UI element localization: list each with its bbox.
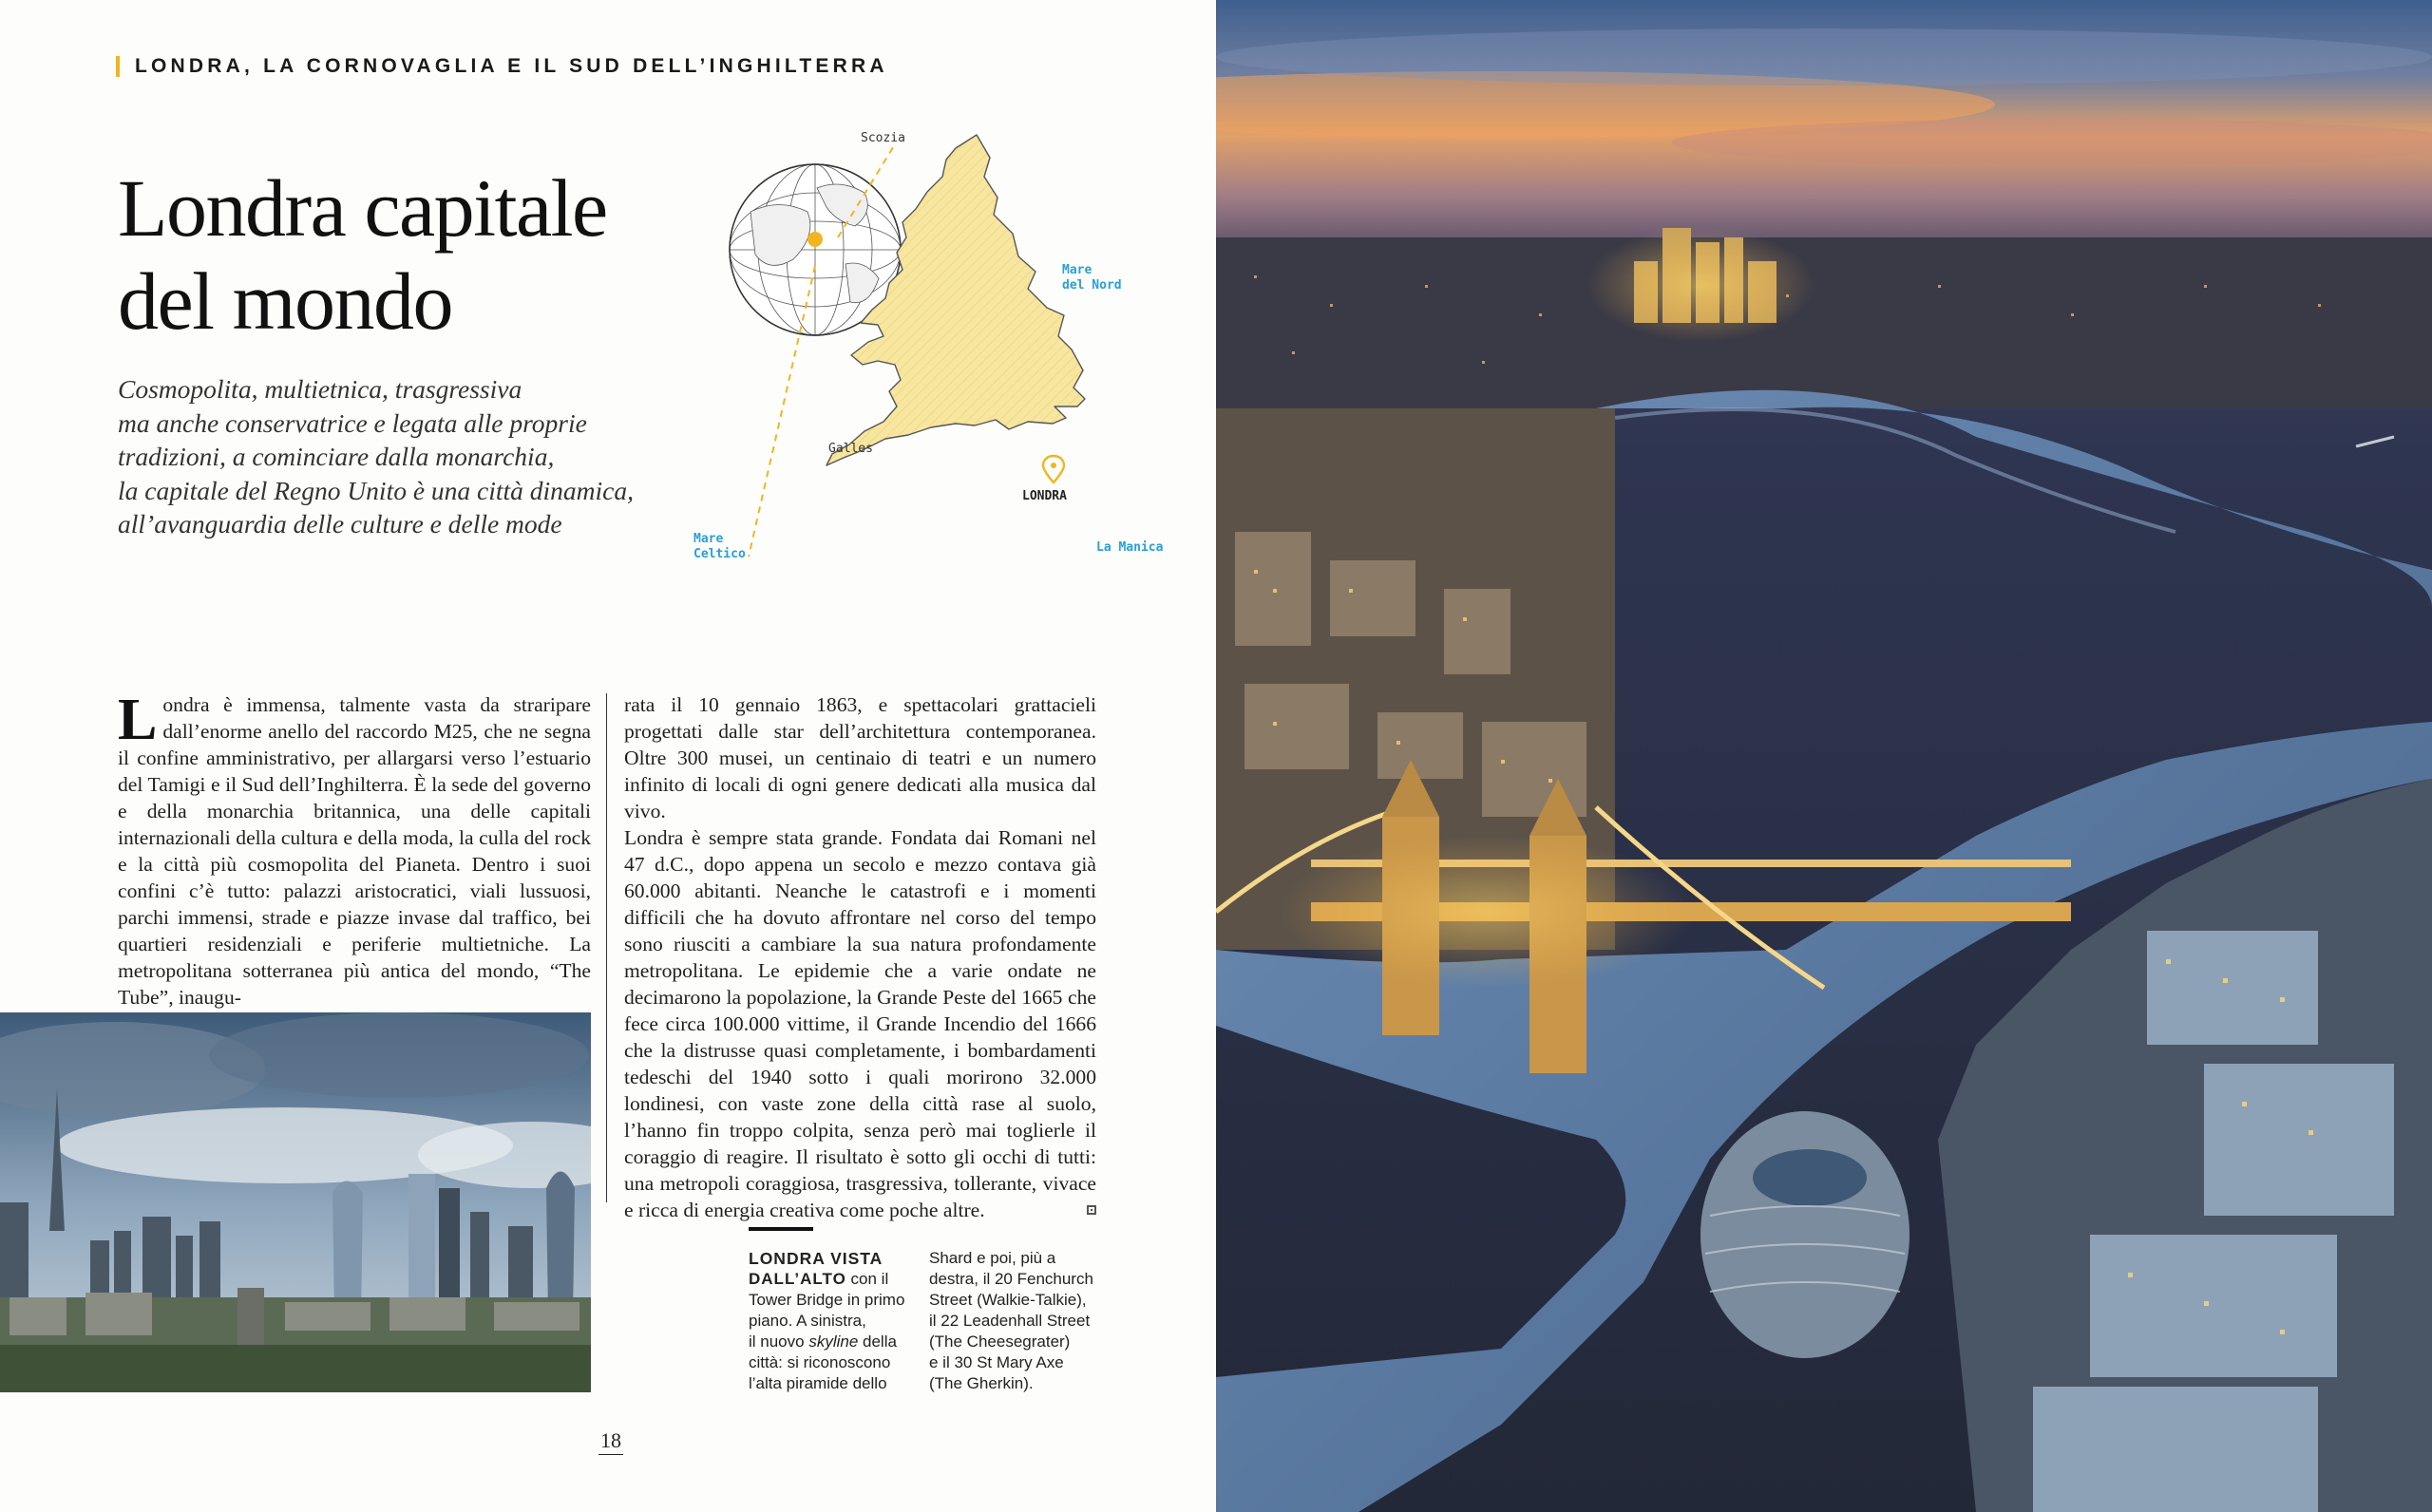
lede xyxy=(118,372,650,541)
lede-line: tradizioni, a cominciare dalla monarchia, xyxy=(118,442,555,471)
photo-caption-col-2 xyxy=(929,1248,1119,1394)
skyline-photo xyxy=(0,1012,591,1392)
article-title-line-1: Londra capitale xyxy=(118,162,607,254)
map-label-north-sea-1: Mare xyxy=(1062,263,1092,277)
caption-rule xyxy=(749,1227,813,1231)
article-title-line-2: del mondo xyxy=(118,255,452,347)
running-head-text: LONDRA, LA CORNOVAGLIA E IL SUD DELL’INGHILTERRA xyxy=(135,55,888,77)
caption-line: (The Cheesegrater) xyxy=(929,1332,1071,1351)
lede-line: all’avanguardia delle culture e delle mode xyxy=(118,509,562,539)
article-title xyxy=(118,161,726,348)
right-page xyxy=(1216,0,2432,1512)
caption-line: Street (Walkie-Talkie), xyxy=(929,1291,1087,1309)
photo-caption-col-1 xyxy=(749,1248,915,1394)
london-pin-icon xyxy=(1043,456,1064,482)
caption-line: Tower Bridge in primo xyxy=(749,1291,905,1309)
map-label-london: LONDRA xyxy=(1022,489,1067,503)
running-head-accent-bar xyxy=(116,56,120,77)
body-column-2 xyxy=(624,691,1096,1223)
running-head xyxy=(116,55,888,78)
body-column-1 xyxy=(118,688,591,1011)
map-label-celtic-sea-2: Celtico xyxy=(694,547,746,561)
lede-line: Cosmopolita, multietnica, trasgressiva xyxy=(118,374,522,404)
caption-italic: skyline xyxy=(808,1332,859,1351)
map-label-wales: Galles xyxy=(828,442,873,456)
caption-line: DALL’ALTO con il xyxy=(749,1270,889,1288)
page-number: 18 xyxy=(598,1428,623,1455)
caption-line: Shard e poi, più a xyxy=(929,1249,1056,1267)
lede-line: la capitale del Regno Unito è una città dinamica, xyxy=(118,475,635,505)
drop-cap: L xyxy=(118,688,158,752)
end-of-article-icon xyxy=(1087,1205,1096,1215)
caption-line: e il 30 St Mary Axe xyxy=(929,1353,1064,1371)
map-label-north-sea-2: del Nord xyxy=(1062,278,1122,293)
body-text: Londra è sempre stata grande. Fondata dai Romani nel 47 d.C., dopo appena un secolo e mezzo contava già 60.000 abitanti. Neanche le catastrofi e i momenti difficili che ha dovuto affrontare nel corso del tempo sono riusciti a cambiare la sua natura profondamente metropolitana. Le epidemie che a varie ondate ne decimarono la popolazione, la Grande Peste del 1665 che fece circa 100.000 vittime, il Grande Incendio del 1666 che la distrusse quasi completamente, i bombardamenti tedeschi del 1940 sotto i quali morirono 32.000 londinesi, con vaste zone della città rase al suolo, l’hanno fin troppo colpita, senza però mai toglierle il coraggio di reagire. Il risultato è sotto gli occhi di tutti: una metropoli coraggiosa, trasgressiva, tollerante, vivace e ricca di energia creativa come poche altre. xyxy=(624,826,1096,1221)
body-paragraph xyxy=(118,688,591,1011)
lede-line: ma anche conservatrice e legata alle proprie xyxy=(118,407,587,438)
caption-line: LONDRA VISTA xyxy=(749,1249,884,1268)
locator-map xyxy=(674,122,1206,615)
map-label-scotland: Scozia xyxy=(861,131,905,145)
caption-line: destra, il 20 Fenchurch xyxy=(929,1270,1093,1288)
body-text: ondra è immensa, talmente vasta da straripare dall’enorme anello del raccordo M25, che ne segna il confine amministrativo, per allargarsi verso l’estuario del Tamigi e il Sud dell’Inghilterra. È la sede del governo e della monarchia britannica, una delle capitali internazionali della cultura e della moda, la culla del rock e la città più cosmopolita del Pianeta. Dentro i suoi confini c’è tutto: palazzi aristocratici, viali lussuosi, parchi immensi, strade e piazze invase dal traffico, bei quartieri residenziali e periferie multietniche. La metropolitana sotterranea più antica del mondo, “The Tube”, inaugu- xyxy=(118,693,591,1009)
caption-line: piano. A sinistra, xyxy=(749,1312,866,1330)
caption-line: l’alta piramide dello xyxy=(749,1374,887,1392)
map-label-channel: La Manica xyxy=(1096,540,1164,555)
caption-line: il nuovo skyline della xyxy=(749,1332,897,1351)
globe-location-dot xyxy=(808,232,823,247)
aerial-london-photo xyxy=(1216,0,2432,1512)
caption-line: (The Gherkin). xyxy=(929,1374,1034,1392)
caption-line: il 22 Leadenhall Street xyxy=(929,1312,1091,1330)
caption-strong: DALL’ALTO xyxy=(749,1270,846,1288)
map-label-celtic-sea-1: Mare xyxy=(694,532,724,546)
caption-line: città: si riconoscono xyxy=(749,1353,891,1371)
body-paragraph: rata il 10 gennaio 1863, e spettacolari grattacieli progettati dalle star dell’architettura contemporanea. Oltre 300 musei, un centinaio di teatri e un numero infinito di locali di ogni genere dedicati alla musica dal vivo. xyxy=(624,693,1096,822)
column-divider xyxy=(606,693,607,1202)
body-paragraph xyxy=(624,824,1096,1223)
